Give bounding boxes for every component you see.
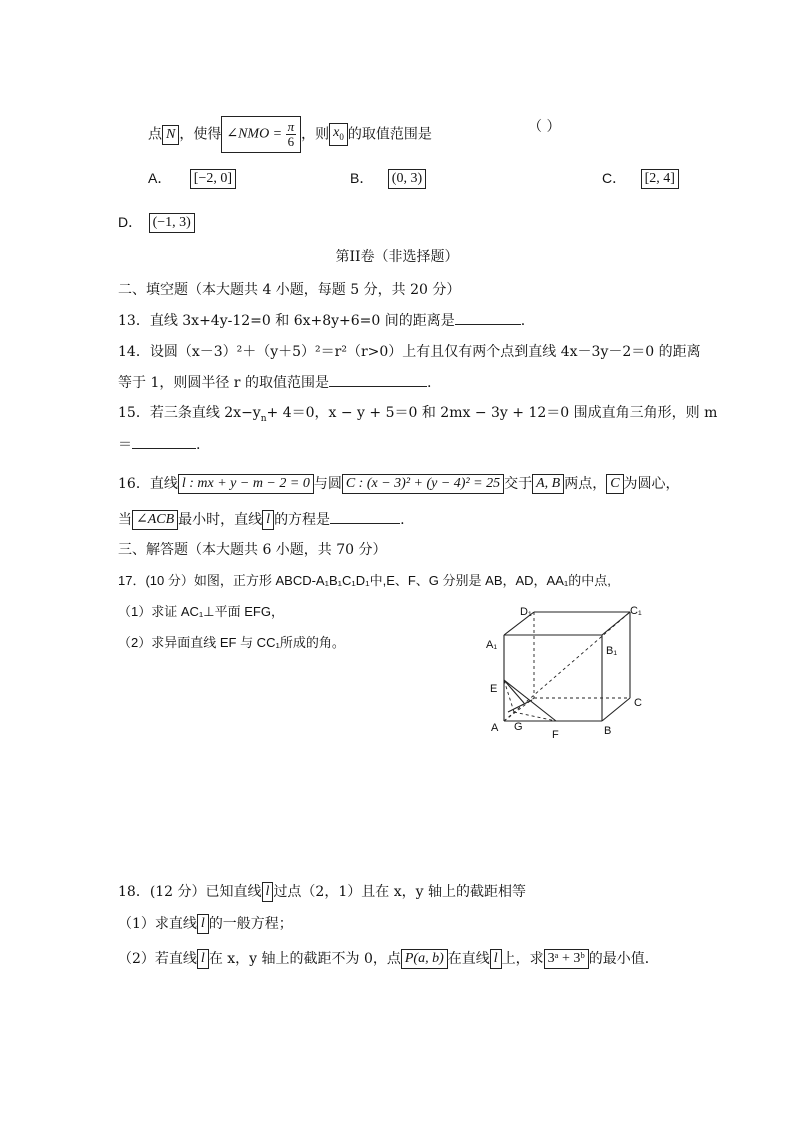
hidden-g-e xyxy=(504,680,514,712)
option-b[interactable] xyxy=(350,168,426,189)
option-a-value: [−2, 0] xyxy=(190,169,236,189)
label-b1: B₁ xyxy=(606,645,618,657)
q18-p1a: （1）求直线 xyxy=(118,916,197,932)
label-c: C xyxy=(634,697,642,709)
q16-f: 当 xyxy=(118,512,132,528)
label-e: E xyxy=(490,683,498,695)
q18-a: 18．(12 分）已知直线 xyxy=(118,884,262,900)
center-c-box: C xyxy=(606,474,623,494)
q18-p2b: 在 x，y 轴上的截距不为 0，点 xyxy=(208,951,401,967)
q16-b: 与圆 xyxy=(313,476,342,492)
q12-mid1: ，使得 xyxy=(179,126,222,143)
option-d-value: (−1, 3) xyxy=(149,213,195,233)
q15-line2 xyxy=(118,434,200,455)
point-n-box: N xyxy=(162,125,179,145)
q15-end: . xyxy=(196,437,201,453)
option-c-value: [2, 4] xyxy=(641,169,679,189)
q16-e: 为圆心， xyxy=(623,476,680,492)
q16-g: 最小时，直线 xyxy=(178,512,263,528)
option-a[interactable] xyxy=(148,168,236,189)
q15-sub: n xyxy=(260,413,267,424)
q15-answer-blank[interactable] xyxy=(132,434,196,449)
q18-part2 xyxy=(118,948,659,970)
part2-title: 第II卷（非选择题） xyxy=(335,249,459,265)
q16-line1 xyxy=(118,473,680,495)
angle-nmo-box xyxy=(221,116,301,153)
points-ab-box: A, B xyxy=(532,474,564,494)
q14-line1: 14．设圆（x－3）²＋（y＋5）²＝r²（r>0）上有且仅有两个点到直线 4x－3y－2＝0 的距离 xyxy=(118,344,701,360)
label-a1: A₁ xyxy=(486,639,498,651)
q12-suffix: 的取值范围是 xyxy=(347,126,432,143)
edge-b-c xyxy=(602,698,630,721)
angle-label: ∠NMO = xyxy=(226,126,283,142)
q15-line1-b: + 4＝0，x − y + 5＝0 和 2mx − 3y + 12＝0 围成直角三角形，则 m xyxy=(266,405,718,421)
q18-p2e: 的最小值． xyxy=(588,951,659,967)
option-b-label: B． xyxy=(350,170,374,186)
q18-l-box: l xyxy=(262,882,274,902)
q13-end: . xyxy=(520,313,526,329)
x0-box xyxy=(329,123,348,147)
section3-heading: 三、解答题（本大题共 6 小题，共 70 分） xyxy=(118,542,387,558)
option-c[interactable] xyxy=(602,168,679,189)
q12-prefix: 点 xyxy=(148,126,162,143)
q18-b: 过点（2，1）且在 x，y 轴上的截距相等 xyxy=(273,884,526,900)
option-a-label: A． xyxy=(148,170,172,186)
q18-p2d: 上，求 xyxy=(501,951,544,967)
angle-acb-box: ∠ACB xyxy=(132,510,178,530)
q18-part1 xyxy=(118,914,293,934)
q16-c: 交于 xyxy=(504,476,533,492)
q18-p1-l-box: l xyxy=(197,914,209,934)
q18-p2-l-box: l xyxy=(197,949,209,969)
label-a: A xyxy=(491,722,499,734)
q12-answer-paren: （ ） xyxy=(528,119,561,135)
q18-p2-l-box-2: l xyxy=(490,949,502,969)
q16-line2 xyxy=(118,509,405,531)
q16-h: 的方程是 xyxy=(274,512,331,528)
q16-answer-blank[interactable] xyxy=(330,509,400,524)
q14-answer-blank[interactable] xyxy=(329,372,427,387)
q18-p2a: （2）若直线 xyxy=(118,951,197,967)
q12-mid2: ，则 xyxy=(301,126,330,143)
edge-b1-c1 xyxy=(602,612,630,635)
point-pab-box: P(a, b) xyxy=(401,949,448,969)
segment-e-mid xyxy=(504,680,524,703)
q18-p2c: 在直线 xyxy=(447,951,490,967)
q15-eq: ＝ xyxy=(118,437,132,453)
x0-var: x xyxy=(333,124,340,140)
segment-g-mid xyxy=(508,700,532,712)
x0-sub: 0 xyxy=(339,131,344,142)
pi-numerator: π xyxy=(287,119,295,134)
q17-part2: （2）求异面直线 EF 与 CC₁所成的角。 xyxy=(118,635,345,650)
label-g: G xyxy=(514,721,523,733)
option-b-value: (0, 3) xyxy=(388,169,426,189)
q17-head: 17．(10 分）如图，正方形 ABCD-A₁B₁C₁D₁中,E、F、G 分别是 AB，AD，AA₁的中点, xyxy=(118,573,611,588)
q18-head xyxy=(118,882,526,902)
q12-stem xyxy=(148,116,432,153)
cube-figure xyxy=(486,600,656,750)
q14-end: . xyxy=(426,375,432,391)
q17-part1: （1）求证 AC₁⊥平面 EFG， xyxy=(118,604,284,619)
pi-over-six xyxy=(286,120,297,149)
q13-text: 13．直线 3x+4y-12=0 和 6x+8y+6=0 间的距离是 xyxy=(118,313,455,329)
q16-end: . xyxy=(400,512,405,528)
q13 xyxy=(118,310,525,331)
label-d1: D₁ xyxy=(520,606,532,618)
q15-line1-a: 15．若三条直线 2x−y xyxy=(118,405,261,421)
line-l-box: l xyxy=(262,510,274,530)
circle-c-equation-box: C : (x − 3)² + (y − 4)² = 25 xyxy=(342,474,504,494)
line-l-equation-box: l : mx + y − m − 2 = 0 xyxy=(178,474,314,494)
q15-line1 xyxy=(118,403,717,429)
six-denominator: 6 xyxy=(287,134,295,149)
q14-line2-text: 等于 1，则圆半径 r 的取值范围是 xyxy=(118,375,329,391)
q14-line2 xyxy=(118,372,431,393)
label-b: B xyxy=(604,725,612,737)
label-c1: C₁ xyxy=(630,605,642,617)
option-d[interactable] xyxy=(118,212,195,233)
option-d-label: D． xyxy=(118,214,143,230)
expression-box: 3ᵃ + 3ᵇ xyxy=(544,949,589,969)
q18-p1b: 的一般方程； xyxy=(208,916,293,932)
q13-answer-blank[interactable] xyxy=(455,310,521,325)
section2-heading: 二、填空题（本大题共 4 小题，每题 5 分，共 20 分） xyxy=(118,282,461,298)
q16-a: 16．直线 xyxy=(118,476,178,492)
q16-d: 两点， xyxy=(564,476,607,492)
option-c-label: C． xyxy=(602,170,627,186)
label-f: F xyxy=(552,729,559,741)
